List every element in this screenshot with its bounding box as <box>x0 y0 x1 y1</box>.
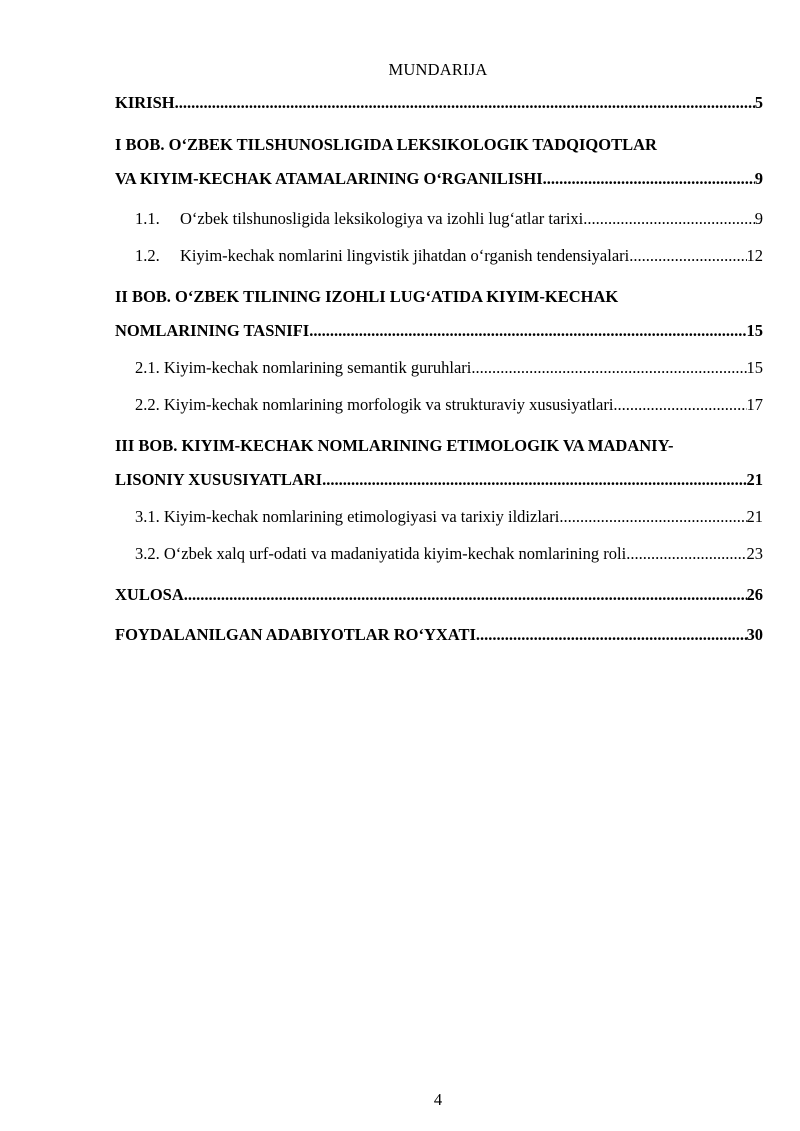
toc-section-number: 1.1. <box>135 209 160 228</box>
toc-leader-dots <box>583 209 755 229</box>
toc-entry-page: 21 <box>746 470 763 489</box>
toc-entry-page: 30 <box>746 625 763 644</box>
toc-entry-label: KIRISH <box>115 93 175 112</box>
toc-entry-conclusion[interactable] <box>115 585 763 625</box>
toc-entry-label: FOYDALANILGAN ADABIYOTLAR RO‘YXATI <box>115 625 476 644</box>
toc-chapter-3[interactable] <box>115 470 763 507</box>
toc-chapter-3-line1[interactable]: III BOB. KIYIM-KECHAK NOMLARINING ETIMOLOGIK VA MADANIY- <box>115 436 674 455</box>
toc-chapter-1[interactable] <box>115 169 763 209</box>
toc-entry-label: Kiyim-kechak nomlarini lingvistik jihatdan o‘rganish tendensiyalari <box>180 246 630 265</box>
toc-entry-label: NOMLARINING TASNIFI <box>115 321 310 340</box>
toc-chapter-2-line1[interactable]: II BOB. O‘ZBEK TILINING IZOHLI LUG‘ATIDA KIYIM-KECHAK <box>115 287 619 306</box>
toc-entry-page: 21 <box>746 507 763 526</box>
toc-section-3-2[interactable] <box>115 544 763 581</box>
toc-entry-page: 12 <box>746 246 763 265</box>
toc-entry-page: 23 <box>746 544 763 563</box>
toc-entry-label: XULOSA <box>115 585 184 604</box>
toc-entry-intro[interactable] <box>115 93 763 127</box>
page-title: MUNDARIJA <box>388 60 488 79</box>
toc-leader-dots <box>476 625 747 645</box>
toc-leader-dots <box>629 246 746 266</box>
page-number: 4 <box>433 1090 443 1109</box>
toc-leader-dots <box>626 544 746 564</box>
toc-entry-page: 15 <box>746 358 763 377</box>
toc-leader-dots <box>559 507 746 527</box>
toc-section-1-1[interactable] <box>115 209 763 246</box>
toc-entry-label: O‘zbek tilshunosligida leksikologiya va izohli lug‘atlar tarixi <box>180 209 584 228</box>
toc-leader-dots <box>184 585 747 605</box>
toc-entry-references[interactable] <box>115 625 763 655</box>
toc-entry-label: 3.2. O‘zbek xalq urf-odati va madaniyatida kiyim-kechak nomlarining roli <box>135 544 627 563</box>
toc-chapter-2[interactable] <box>115 321 763 358</box>
toc-chapter-1-line1[interactable]: I BOB. O‘ZBEK TILSHUNOSLIGIDA LEKSIKOLOGIK TADQIQOTLAR <box>115 135 657 154</box>
toc-entry-label: 2.2. Kiyim-kechak nomlarining morfologik va strukturaviy xususiyatlari <box>135 395 614 414</box>
toc-entry-label: 2.1. Kiyim-kechak nomlarining semantik guruhlari <box>135 358 472 377</box>
toc-entry-label: 3.1. Kiyim-kechak nomlarining etimologiyasi va tarixiy ildizlari <box>135 507 560 526</box>
toc-section-2-2[interactable] <box>115 395 763 432</box>
toc-leader-dots <box>309 321 746 341</box>
table-of-contents <box>115 88 763 655</box>
toc-entry-page: 15 <box>746 321 763 340</box>
toc-leader-dots <box>175 93 755 113</box>
toc-entry-page: 5 <box>754 93 763 112</box>
toc-section-3-1[interactable] <box>115 507 763 544</box>
toc-leader-dots <box>543 169 755 189</box>
toc-entry-page: 9 <box>754 209 763 228</box>
toc-entry-page: 9 <box>754 169 763 188</box>
toc-entry-page: 26 <box>746 585 763 604</box>
toc-section-number: 1.2. <box>135 246 160 265</box>
toc-section-1-2[interactable] <box>115 246 763 283</box>
toc-leader-dots <box>322 470 746 490</box>
toc-entry-label: LISONIY XUSUSIYATLARI <box>115 470 323 489</box>
toc-section-2-1[interactable] <box>115 358 763 395</box>
toc-leader-dots <box>613 395 746 415</box>
toc-entry-label: VA KIYIM-KECHAK ATAMALARINING O‘RGANILISHI <box>115 169 543 188</box>
toc-leader-dots <box>471 358 746 378</box>
toc-entry-page: 17 <box>746 395 763 414</box>
